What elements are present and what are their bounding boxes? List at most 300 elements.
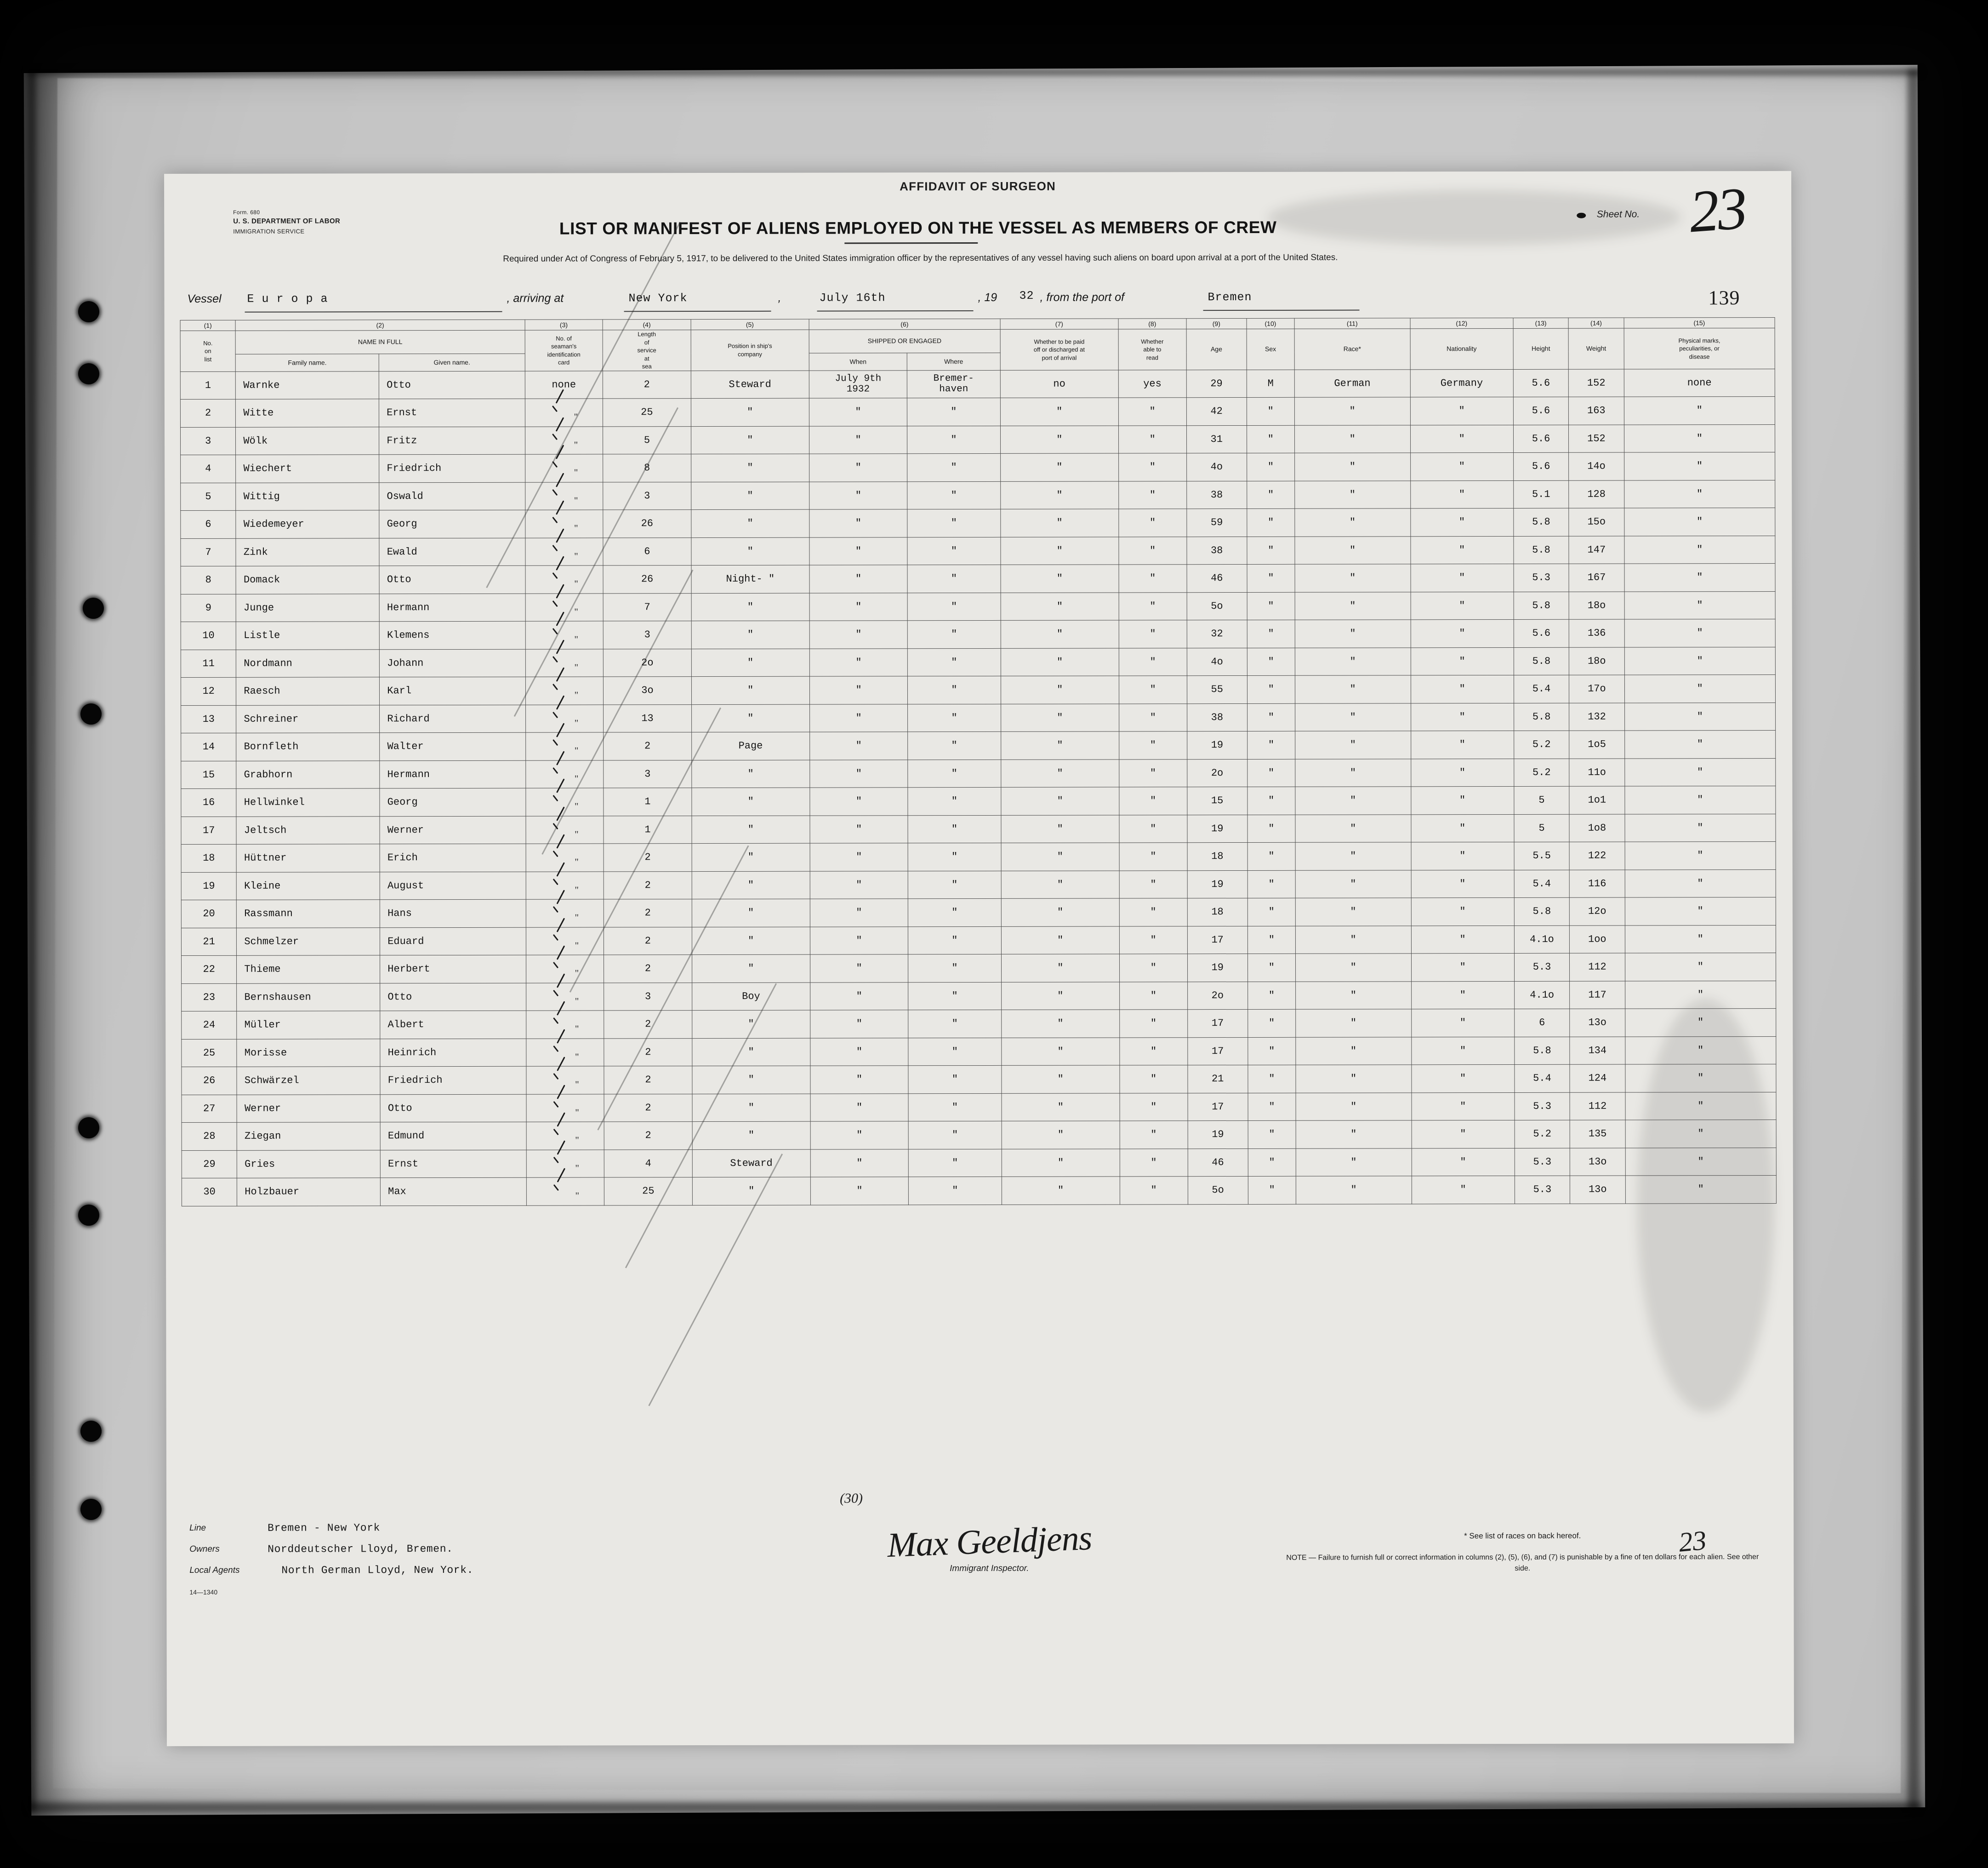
cell-nationality: "	[1412, 1148, 1515, 1176]
cell-family: Kleine	[237, 872, 380, 900]
cell-sex: "	[1247, 870, 1295, 898]
cell-race: "	[1296, 1093, 1412, 1121]
cell-paid: "	[1001, 1038, 1119, 1066]
cell-when: "	[809, 732, 907, 760]
cell-nationality: "	[1411, 954, 1514, 982]
vessel-rule	[245, 311, 502, 313]
cell-position: "	[692, 1094, 810, 1122]
cell-given: Hermann	[380, 760, 525, 788]
cell-read: "	[1119, 648, 1187, 676]
cell-race: "	[1295, 731, 1411, 759]
cell-weight: 11o	[1569, 759, 1624, 787]
cell-position: "	[691, 537, 809, 566]
cell-position: Steward	[691, 371, 809, 399]
vessel-label: Vessel	[187, 292, 222, 306]
table-row	[181, 480, 1775, 511]
cell-sex: "	[1247, 703, 1295, 731]
cell-where: "	[908, 982, 1002, 1010]
cell-given: Georg	[379, 510, 525, 538]
pen-check-icon	[551, 1069, 572, 1088]
pen-check-icon	[551, 986, 572, 1005]
header-physical-marks: Physical marks, peculiarities, or disease	[1624, 328, 1775, 369]
cell-no: 21	[181, 928, 236, 956]
cell-sex: "	[1247, 648, 1295, 676]
cell-paid: "	[1001, 676, 1119, 704]
cell-read: "	[1119, 481, 1187, 509]
cell-service: 6	[603, 537, 691, 566]
cell-no: 28	[182, 1123, 237, 1151]
cell-where: "	[907, 565, 1001, 593]
cell-race: "	[1296, 1037, 1412, 1065]
cell-race: "	[1295, 675, 1411, 703]
cell-no: 20	[181, 900, 236, 928]
cell-where: "	[908, 843, 1001, 871]
cell-position: "	[691, 621, 809, 649]
cell-nationality: "	[1411, 592, 1514, 620]
footer-left-block	[189, 1522, 474, 1587]
cell-service: 2	[604, 1094, 692, 1122]
header-able-to-read: Whether able to read	[1118, 329, 1186, 370]
cell-service: 3o	[604, 677, 692, 705]
cell-marks: none	[1624, 369, 1775, 397]
cell-weight: 112	[1570, 953, 1625, 981]
cell-where: "	[908, 1093, 1002, 1121]
table-row	[181, 814, 1776, 845]
cell-sex: "	[1247, 815, 1295, 843]
local-agents-label: Local Agents	[189, 1565, 240, 1575]
cell-weight: 136	[1569, 619, 1624, 647]
cell-race: "	[1295, 842, 1411, 870]
table-row	[182, 1120, 1776, 1151]
cell-service: 2	[604, 927, 692, 955]
cell-height: 5.8	[1514, 703, 1569, 731]
cell-no: 5	[181, 483, 236, 511]
header-sex: Sex	[1247, 329, 1294, 370]
cell-when: "	[809, 704, 907, 732]
cell-paid: "	[1001, 982, 1119, 1010]
table-row	[181, 869, 1776, 900]
cell-paid: "	[1002, 1121, 1120, 1149]
cell-nationality: "	[1410, 480, 1513, 508]
cell-sex: "	[1247, 982, 1295, 1010]
cell-nationality: "	[1410, 397, 1513, 425]
cell-read: "	[1119, 592, 1187, 620]
cell-read: "	[1119, 870, 1187, 898]
cell-race: "	[1295, 620, 1411, 648]
cell-marks: "	[1625, 925, 1776, 953]
cell-weight: 134	[1570, 1037, 1625, 1065]
table-row	[181, 758, 1776, 789]
cell-sex: "	[1248, 1010, 1296, 1038]
cell-read: "	[1120, 1148, 1188, 1177]
cell-no: 7	[181, 538, 236, 566]
cell-when: "	[810, 1010, 908, 1038]
cell-where: "	[908, 954, 1002, 983]
header-height: Height	[1513, 328, 1569, 369]
pen-check-icon	[550, 541, 571, 560]
cell-family: Schreiner	[236, 705, 380, 733]
cell-weight: 124	[1570, 1064, 1625, 1092]
table-row	[181, 508, 1775, 539]
cell-age: 38	[1186, 537, 1247, 565]
cell-age: 21	[1187, 1065, 1247, 1093]
cell-marks: "	[1625, 1036, 1776, 1064]
cell-family: Schwärzel	[237, 1067, 380, 1095]
table-row	[181, 591, 1775, 622]
cell-where: "	[907, 426, 1001, 454]
cell-read: "	[1119, 620, 1187, 648]
cell-age: 19	[1187, 870, 1247, 898]
cell-nationality: "	[1412, 1120, 1515, 1148]
cell-race: "	[1295, 815, 1411, 843]
cell-nationality: "	[1411, 787, 1514, 815]
cell-read: "	[1119, 898, 1187, 926]
cell-read: "	[1120, 1010, 1188, 1038]
cell-position: "	[692, 954, 810, 983]
cell-paid: "	[1002, 1149, 1120, 1177]
cell-position: "	[691, 509, 809, 537]
cell-card: "	[526, 899, 604, 927]
cell-no: 17	[181, 817, 236, 845]
table-row	[182, 981, 1776, 1011]
cell-height: 4.1o	[1514, 925, 1569, 954]
year-label: , 19	[978, 291, 997, 304]
cell-sex: "	[1247, 509, 1295, 537]
cell-when: "	[810, 1177, 908, 1205]
cell-paid: "	[1000, 481, 1118, 509]
cell-weight: 135	[1570, 1120, 1625, 1148]
cell-when: "	[810, 843, 908, 871]
cell-card: "	[526, 1150, 604, 1178]
colnum-4: (4)	[603, 320, 691, 330]
cell-given: Oswald	[379, 482, 525, 510]
cell-height: 5.2	[1514, 731, 1569, 759]
cell-nationality: "	[1411, 731, 1514, 759]
cell-service: 2	[604, 1011, 692, 1039]
cell-position: "	[691, 454, 809, 482]
arriving-at-value: New York	[628, 291, 688, 305]
cell-given: Hermann	[379, 594, 525, 622]
cell-given: Hans	[380, 899, 526, 927]
race-footnote: * See list of races on back hereof.	[1464, 1531, 1581, 1541]
total-count-annotation: (30)	[840, 1491, 863, 1506]
cell-race: "	[1295, 898, 1411, 926]
table-row	[181, 897, 1776, 928]
cell-where: "	[907, 454, 1001, 482]
cell-sex: "	[1247, 954, 1295, 982]
sheet-no-label: Sheet No.	[1596, 209, 1640, 220]
cell-sex: "	[1247, 453, 1294, 481]
cell-card: "	[525, 621, 604, 649]
cell-marks: "	[1625, 1009, 1776, 1037]
service-label: IMMIGRATION SERVICE	[233, 228, 305, 235]
cell-given: Johann	[380, 649, 525, 677]
date-rule	[817, 310, 974, 312]
cell-read: "	[1119, 926, 1187, 954]
cell-paid: "	[1001, 1010, 1119, 1038]
cell-given: Otto	[380, 1094, 526, 1122]
cell-position: "	[691, 426, 809, 454]
cell-family: Witte	[236, 399, 379, 427]
cell-marks: "	[1624, 452, 1775, 480]
cell-no: 6	[181, 511, 236, 539]
cell-service: 2	[604, 844, 692, 872]
cell-sex: "	[1247, 731, 1295, 760]
cell-position: "	[691, 704, 809, 732]
cell-service: 2	[604, 871, 692, 899]
cell-service: 13	[604, 704, 692, 732]
pen-check-icon	[551, 819, 572, 838]
title-underline	[844, 242, 978, 244]
cell-race: "	[1296, 1009, 1412, 1037]
cell-weight: 116	[1569, 870, 1624, 898]
colnum-6: (6)	[809, 319, 1000, 330]
table-row	[180, 424, 1775, 455]
cell-height: 5.1	[1514, 480, 1569, 508]
cell-card: "	[525, 594, 604, 622]
owners-value: Norddeutscher Lloyd, Bremen.	[268, 1542, 453, 1555]
cell-given: Klemens	[379, 621, 525, 649]
cell-height: 5	[1514, 814, 1569, 842]
cell-weight: 117	[1570, 981, 1625, 1009]
arriving-at-label: , arriving at	[507, 291, 564, 305]
cell-paid: "	[1001, 704, 1119, 732]
binder-hole	[78, 1117, 99, 1138]
cell-sex: "	[1247, 620, 1295, 648]
pen-check-icon	[551, 847, 572, 865]
cell-sex: "	[1247, 398, 1294, 426]
page-stamp: 139	[1708, 286, 1740, 309]
cell-nationality: "	[1411, 759, 1514, 787]
cell-sex: "	[1247, 898, 1295, 926]
cell-position: "	[691, 676, 809, 704]
cell-no: 9	[181, 594, 236, 622]
cell-where: "	[908, 1149, 1002, 1177]
pen-check-icon	[551, 1042, 572, 1060]
pen-check-icon	[551, 764, 572, 782]
cell-sex: M	[1247, 370, 1294, 398]
cell-height: 5.3	[1514, 953, 1569, 981]
colnum-2: (2)	[235, 320, 524, 331]
arriving-rule	[624, 311, 771, 312]
cell-where: "	[908, 815, 1001, 843]
cell-card: "	[526, 1177, 604, 1205]
cell-given: August	[380, 872, 525, 900]
cell-marks: "	[1624, 758, 1776, 786]
cell-sex: "	[1247, 425, 1294, 453]
cell-no: 2	[180, 400, 235, 428]
cell-position: "	[692, 899, 810, 927]
cell-height: 5.3	[1515, 1176, 1570, 1204]
table-row	[180, 369, 1775, 400]
cell-race: "	[1295, 564, 1411, 592]
cell-paid: "	[1001, 898, 1119, 926]
cell-card: "	[525, 566, 604, 594]
cell-card: "	[526, 927, 604, 955]
cell-nationality: "	[1411, 870, 1514, 898]
cell-age: 17	[1188, 1093, 1248, 1121]
cell-paid: "	[1001, 648, 1119, 676]
cell-card: "	[526, 872, 604, 900]
cell-family: Bernshausen	[237, 983, 380, 1011]
colnum-8: (8)	[1118, 319, 1186, 329]
cell-family: Thieme	[237, 955, 380, 983]
cell-age: 42	[1186, 398, 1247, 426]
cell-weight: 1o8	[1569, 814, 1624, 842]
cell-where: "	[908, 926, 1002, 954]
cell-race: "	[1295, 481, 1411, 509]
table-row	[182, 1148, 1776, 1178]
cell-paid: "	[1001, 815, 1119, 843]
cell-card: "	[525, 677, 604, 705]
cell-card: "	[525, 454, 603, 482]
binder-hole	[83, 598, 104, 619]
cell-marks: "	[1624, 647, 1776, 675]
table-row	[182, 1009, 1776, 1040]
cell-when: "	[809, 537, 907, 566]
crew-manifest-table	[180, 317, 1777, 1206]
cell-where: "	[909, 1177, 1002, 1205]
cell-family: Müller	[237, 1011, 380, 1039]
cell-no: 8	[181, 566, 236, 594]
cell-weight: 132	[1569, 703, 1624, 731]
pen-check-icon	[551, 791, 572, 810]
cell-service: 2	[604, 732, 692, 760]
cell-where: "	[908, 1066, 1002, 1094]
cell-paid: "	[1002, 1065, 1120, 1093]
cell-given: Ernst	[379, 399, 525, 427]
cell-age: 38	[1187, 703, 1247, 731]
cell-when: "	[809, 676, 907, 704]
cell-no: 25	[182, 1039, 237, 1067]
cell-marks: "	[1624, 564, 1776, 592]
cell-given: Friedrich	[379, 454, 525, 482]
cell-paid: "	[1001, 731, 1119, 760]
table-row	[182, 1092, 1776, 1123]
cell-given: Friedrich	[380, 1066, 526, 1094]
cell-height: 5.8	[1514, 592, 1569, 620]
cell-weight: 112	[1570, 1092, 1625, 1120]
cell-given: Richard	[380, 705, 525, 733]
cell-no: 29	[182, 1150, 237, 1178]
cell-sex: "	[1248, 1177, 1296, 1205]
cell-sex: "	[1248, 1093, 1296, 1121]
cell-paid: "	[1001, 871, 1119, 899]
cell-paid: "	[1000, 509, 1118, 537]
cell-race: "	[1294, 397, 1410, 425]
from-port-rule	[1203, 310, 1360, 311]
table-row	[181, 675, 1775, 706]
colnum-15: (15)	[1624, 317, 1775, 328]
line-value: Bremen - New York	[268, 1522, 381, 1534]
header-no-on-list: No. on list	[180, 331, 236, 371]
table-row	[182, 1064, 1776, 1095]
header-age: Age	[1186, 329, 1247, 370]
cell-race: German	[1294, 370, 1410, 398]
cell-no: 27	[182, 1095, 237, 1123]
cell-weight: 13o	[1570, 1176, 1625, 1204]
cell-where: "	[908, 788, 1001, 816]
cell-family: Wölk	[236, 427, 379, 455]
cell-weight: 147	[1569, 536, 1624, 564]
voyage-line	[164, 286, 1791, 314]
cell-when: "	[809, 398, 907, 426]
cell-marks: "	[1625, 1064, 1776, 1092]
table-body	[180, 369, 1776, 1206]
cell-when: "	[810, 788, 908, 816]
colnum-3: (3)	[525, 320, 603, 330]
cell-height: 5.8	[1515, 1037, 1570, 1065]
cell-service: 3	[603, 621, 691, 649]
cell-family: Raesch	[236, 677, 380, 705]
cell-given: Edmund	[380, 1122, 526, 1150]
header-family-name: Family name.	[236, 354, 379, 371]
cell-age: 4o	[1186, 453, 1247, 481]
cell-no: 11	[181, 650, 236, 678]
cell-weight: 12o	[1569, 897, 1624, 925]
cell-no: 19	[181, 872, 236, 900]
table-row	[181, 842, 1776, 873]
cell-service: 2o	[604, 649, 692, 677]
cell-card: "	[526, 1039, 604, 1067]
table-header-row	[180, 328, 1775, 354]
cell-position: "	[692, 816, 810, 844]
cell-height: 5.8	[1514, 897, 1569, 925]
cell-race: "	[1296, 1065, 1412, 1093]
cell-where: "	[908, 648, 1001, 676]
cell-no: 14	[181, 733, 236, 761]
cell-race: "	[1295, 982, 1411, 1010]
cell-read: "	[1120, 1177, 1188, 1205]
cell-given: Ernst	[380, 1150, 526, 1178]
cell-paid: "	[1000, 426, 1118, 454]
cell-given: Otto	[379, 371, 525, 399]
table-row	[182, 1036, 1776, 1067]
cell-family: Wittig	[236, 483, 379, 511]
signature-label: Immigrant Inspector.	[950, 1563, 1029, 1574]
cell-card: "	[526, 1122, 604, 1150]
cell-service: 7	[603, 593, 691, 621]
cell-card: "	[525, 538, 603, 566]
cell-marks: "	[1624, 619, 1776, 647]
cell-marks: "	[1625, 1092, 1777, 1120]
cell-given: Ewald	[379, 538, 525, 566]
binder-hole	[80, 703, 102, 725]
cell-nationality: "	[1412, 1092, 1515, 1120]
cell-weight: 13o	[1570, 1009, 1625, 1037]
cell-service: 25	[604, 1177, 693, 1205]
cell-age: 15	[1187, 787, 1247, 815]
cell-read: "	[1118, 453, 1186, 481]
cell-when: "	[810, 1094, 908, 1122]
cell-no: 4	[181, 455, 236, 483]
header-position: Position in ship's company	[691, 330, 809, 371]
penalty-note: NOTE — Failure to furnish full or correct information in columns (2), (5), (6), and (7) is punishable by a fine of ten dollars for each alien. See other side.	[1286, 1553, 1759, 1572]
cell-sex: "	[1248, 1037, 1296, 1065]
cell-nationality: "	[1411, 898, 1514, 926]
cell-weight: 18o	[1569, 647, 1624, 675]
colnum-13: (13)	[1513, 318, 1568, 328]
cell-race: "	[1294, 425, 1410, 453]
binder-hole	[78, 301, 99, 322]
cell-where: "	[908, 899, 1002, 927]
cell-weight: 1o1	[1569, 786, 1624, 814]
cell-weight: 18o	[1569, 592, 1624, 620]
cell-position: "	[692, 843, 810, 871]
cell-marks: "	[1625, 814, 1776, 842]
cell-when: "	[810, 954, 908, 983]
cell-marks: "	[1624, 536, 1775, 564]
